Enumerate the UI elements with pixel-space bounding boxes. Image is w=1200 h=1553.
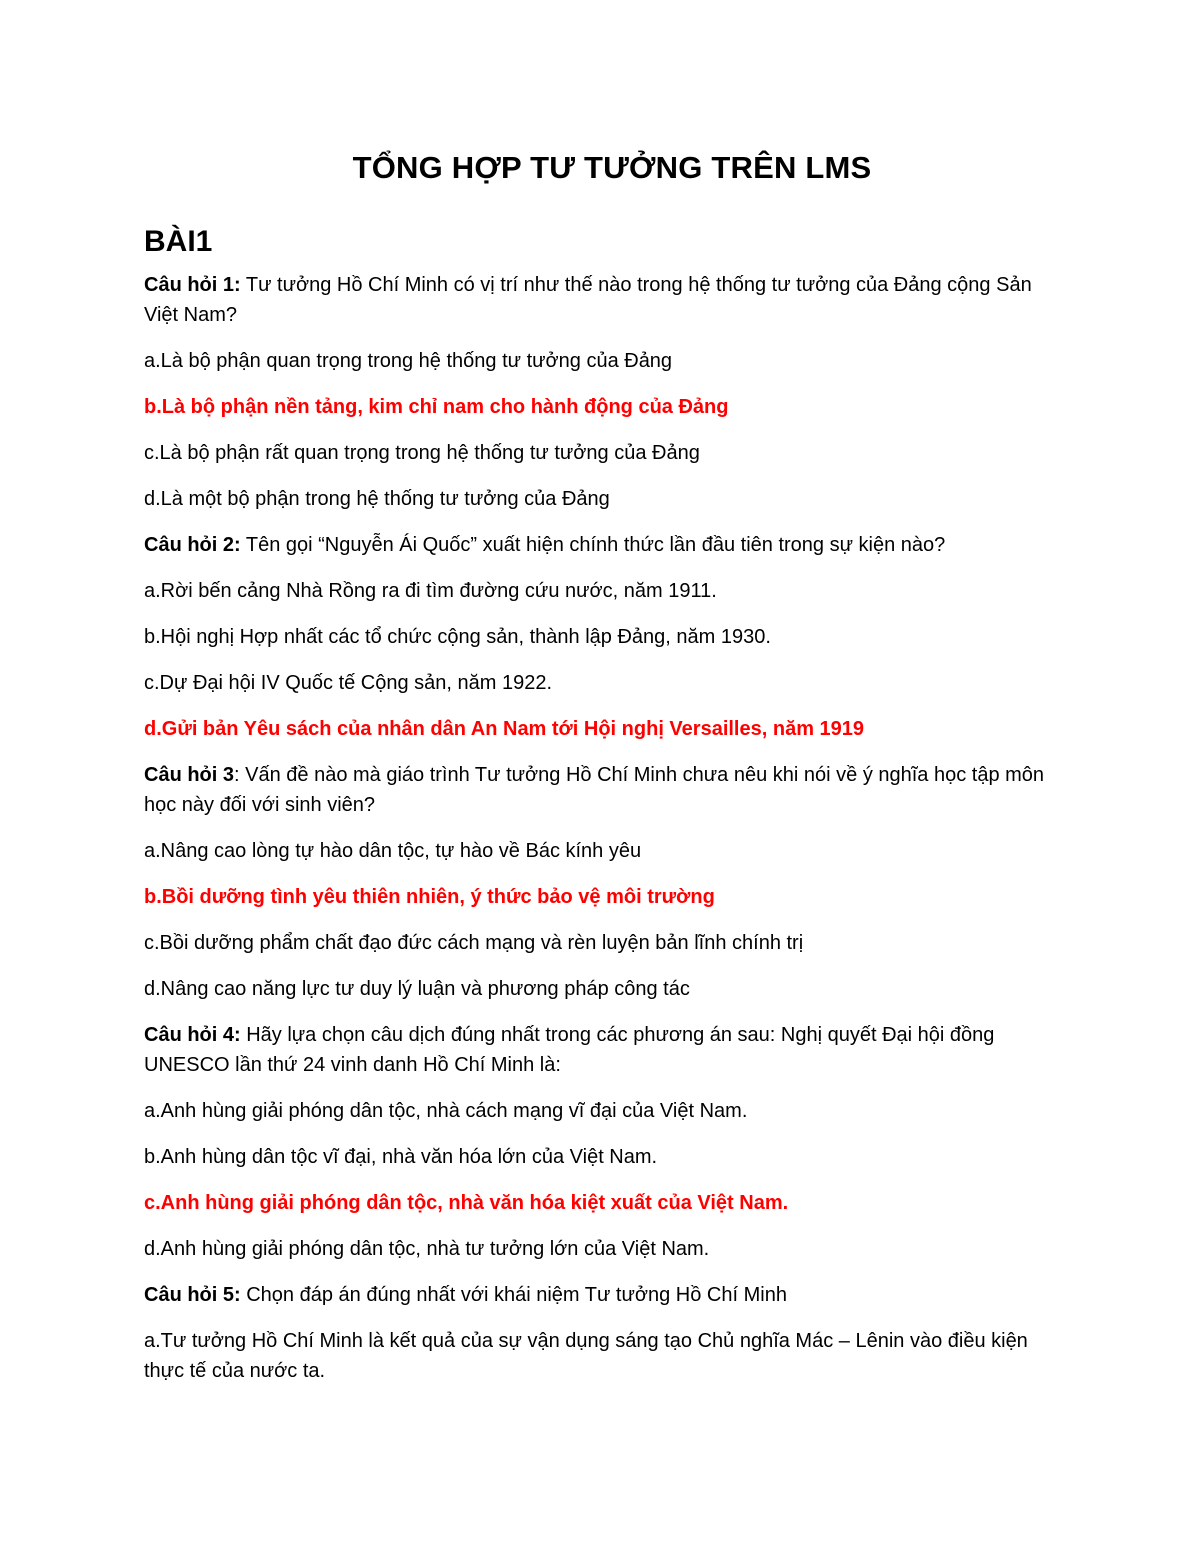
answer-option: d.Anh hùng giải phóng dân tộc, nhà tư tưởng lớn của Việt Nam. [144, 1238, 710, 1260]
answer-option: a.Tư tưởng Hồ Chí Minh là kết quả của sự vận dụng sáng tạo Chủ nghĩa Mác – Lênin vào điều kiện thực tế của nước ta. [144, 1330, 1028, 1382]
question-text: Tư tưởng Hồ Chí Minh có vị trí như thế nào trong hệ thống tư tưởng của Đảng cộng Sản Việt Nam? [144, 274, 1032, 326]
question-text: Chọn đáp án đúng nhất với khái niệm Tư tưởng Hồ Chí Minh [240, 1284, 787, 1306]
answer-option: c.Là bộ phận rất quan trọng trong hệ thống tư tưởng của Đảng [144, 442, 700, 464]
answer-option: b.Anh hùng dân tộc vĩ đại, nhà văn hóa lớn của Việt Nam. [144, 1146, 658, 1168]
answer-option: b.Hội nghị Hợp nhất các tổ chức cộng sản, thành lập Đảng, năm 1930. [144, 626, 771, 648]
answer-option: c.Bồi dưỡng phẩm chất đạo đức cách mạng và rèn luyện bản lĩnh chính trị [144, 932, 804, 954]
question-label: Câu hỏi 2: [144, 534, 241, 556]
question-label: Câu hỏi 4: [144, 1024, 241, 1046]
question-label: Câu hỏi 5: [144, 1284, 241, 1306]
question-label: Câu hỏi 1: [144, 274, 241, 296]
answer-option: a.Anh hùng giải phóng dân tộc, nhà cách mạng vĩ đại của Việt Nam. [144, 1100, 748, 1122]
question-3 [144, 760, 1050, 820]
question-label: Câu hỏi 3 [144, 764, 235, 786]
lesson-heading: BÀI1 [144, 225, 213, 258]
correct-answer-option: d.Gửi bản Yêu sách của nhân dân An Nam tới Hội nghị Versailles, năm 1919 [144, 718, 865, 740]
answer-option: d.Nâng cao năng lực tư duy lý luận và phương pháp công tác [144, 978, 690, 1000]
question-1 [144, 270, 1050, 330]
answer-option: d.Là một bộ phận trong hệ thống tư tưởng của Đảng [144, 488, 610, 510]
answer-option: c.Dự Đại hội IV Quốc tế Cộng sản, năm 1922. [144, 672, 553, 694]
answer-option: a.Là bộ phận quan trọng trong hệ thống tư tưởng của Đảng [144, 350, 673, 372]
correct-answer-option: b.Bồi dưỡng tình yêu thiên nhiên, ý thức bảo vệ môi trường [144, 886, 715, 908]
document-title: TỔNG HỢP TƯ TƯỞNG TRÊN LMS [352, 150, 872, 185]
correct-answer-option: c.Anh hùng giải phóng dân tộc, nhà văn hóa kiệt xuất của Việt Nam. [144, 1192, 789, 1214]
question-text: : Vấn đề nào mà giáo trình Tư tưởng Hồ Chí Minh chưa nêu khi nói về ý nghĩa học tập môn học này đối với sinh viên? [144, 764, 1045, 816]
question-4 [144, 1020, 1050, 1080]
question-5 [144, 1280, 1050, 1310]
correct-answer-option: b.Là bộ phận nền tảng, kim chỉ nam cho hành động của Đảng [144, 396, 729, 418]
question-text: Hãy lựa chọn câu dịch đúng nhất trong các phương án sau: Nghị quyết Đại hội đồng UNESCO lần thứ 24 vinh danh Hồ Chí Minh là: [144, 1024, 995, 1076]
answer-option: a.Nâng cao lòng tự hào dân tộc, tự hào về Bác kính yêu [144, 840, 642, 862]
question-text: Tên gọi “Nguyễn Ái Quốc” xuất hiện chính thức lần đầu tiên trong sự kiện nào? [240, 534, 946, 556]
answer-option: a.Rời bến cảng Nhà Rồng ra đi tìm đường cứu nước, năm 1911. [144, 580, 717, 602]
question-2 [144, 530, 1050, 560]
